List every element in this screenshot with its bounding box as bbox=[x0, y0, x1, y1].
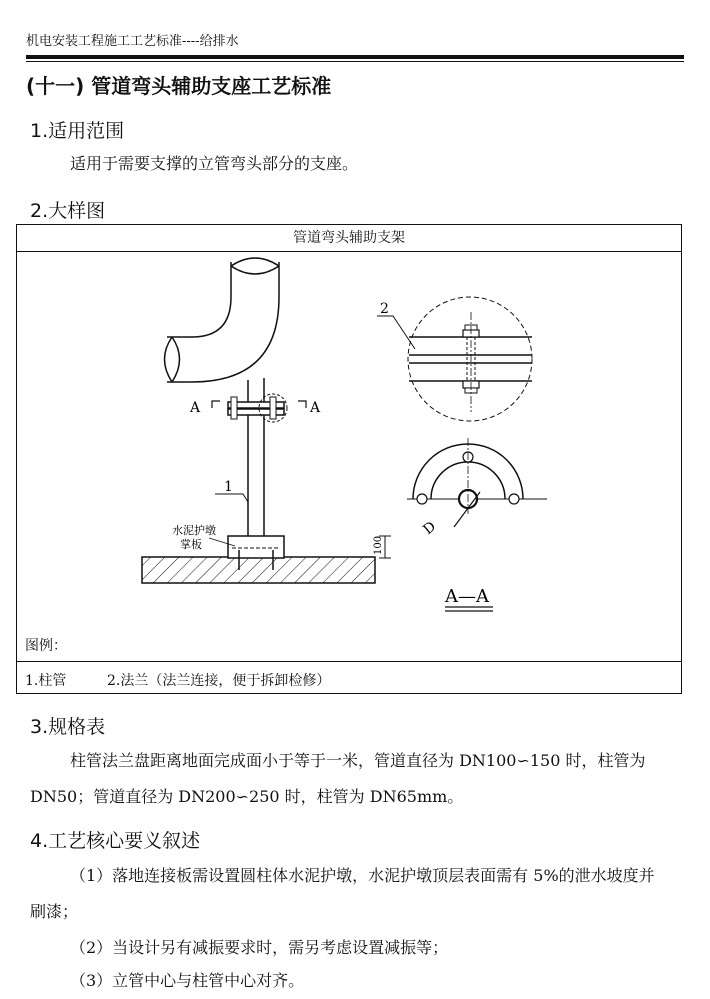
legend-item-flange: 2.法兰（法兰连接，便于拆卸检修） bbox=[107, 673, 331, 689]
figure-title: 管道弯头辅助支架 bbox=[17, 225, 681, 252]
section-mark-right bbox=[298, 400, 321, 416]
spec-text: 柱管法兰盘距离地面完成面小于等于一米，管道直径为 DN100∽150 时，柱管为 DN50；管道直径为 DN200∽250 时，柱管为 DN65mm。 bbox=[30, 751, 646, 806]
concrete-pier-label: 水泥护墩 bbox=[172, 524, 216, 537]
floor-slab bbox=[142, 557, 375, 583]
key-point-2: （2）当设计另有减振要求时，需另考虑设置减振等； bbox=[70, 938, 449, 957]
flange-elevation bbox=[228, 394, 287, 422]
palm-plate-label: 掌板 bbox=[180, 538, 202, 551]
callout-2 bbox=[377, 301, 415, 349]
header-rule-thick bbox=[26, 55, 684, 59]
section-mark-right-label: A bbox=[310, 400, 321, 416]
scope-text: 适用于需要支撑的立管弯头部分的支座。 bbox=[70, 154, 359, 173]
detail-drawing-frame bbox=[16, 224, 682, 694]
pier-callout bbox=[172, 523, 235, 551]
dimension-100-label: 100 bbox=[373, 535, 384, 555]
header-rule-thin bbox=[26, 61, 684, 62]
flange-detail bbox=[408, 297, 532, 421]
section-heading-key-points: 4.工艺核心要义叙述 bbox=[30, 830, 201, 852]
key-point-1: （1）落地连接板需设置圆柱体水泥护墩，水泥护墩顶层表面需有 5%的泄水坡度并刷漆； bbox=[30, 866, 655, 921]
callout-2-label: 2 bbox=[380, 301, 389, 317]
legend-row bbox=[17, 661, 681, 694]
section-heading-drawing: 2.大样图 bbox=[30, 200, 106, 222]
detail-drawing bbox=[17, 252, 681, 632]
section-view-a-a bbox=[407, 438, 547, 611]
callout-1 bbox=[215, 479, 248, 502]
running-header: 机电安装工程施工工艺标准----给排水 bbox=[26, 34, 239, 49]
legend-title: 图例： bbox=[25, 638, 67, 654]
support-column bbox=[248, 404, 264, 536]
dimension-100 bbox=[373, 536, 391, 558]
section-mark-left-label: A bbox=[190, 400, 201, 416]
legend-item-column: 1.柱管 bbox=[25, 673, 67, 689]
section-mark-left bbox=[189, 400, 220, 416]
page-title: (十一) 管道弯头辅助支座工艺标准 bbox=[26, 74, 332, 98]
section-caption: A—A bbox=[445, 586, 489, 607]
callout-1-label: 1 bbox=[224, 479, 233, 495]
section-heading-scope: 1.适用范围 bbox=[30, 120, 125, 142]
key-point-3: （3）立管中心与柱管中心对齐。 bbox=[70, 971, 305, 990]
section-heading-spec: 3.规格表 bbox=[30, 716, 106, 738]
elbow-pipe bbox=[165, 258, 280, 404]
dimension-d-label: D bbox=[420, 518, 440, 539]
